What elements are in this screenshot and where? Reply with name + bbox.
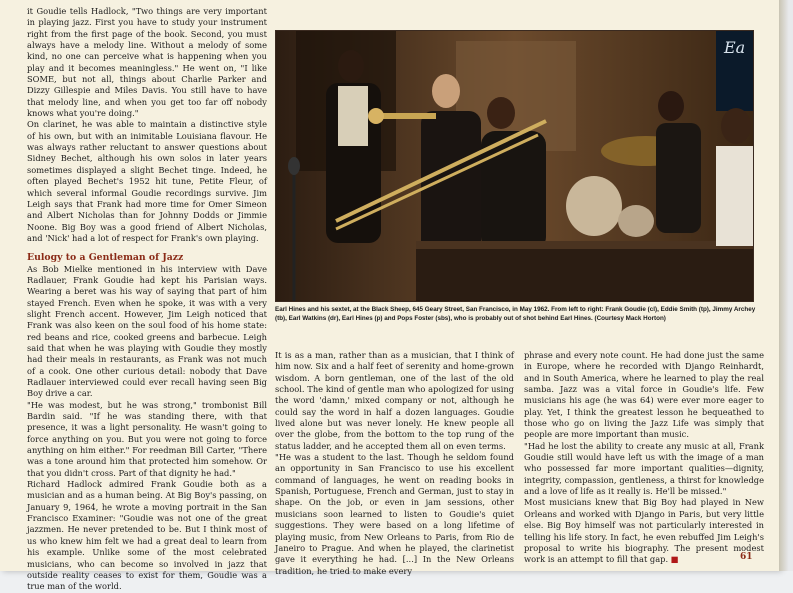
band-photo — [275, 30, 754, 302]
sign-text: Ea — [724, 38, 746, 57]
section-heading: Eulogy to a Gentleman of Jazz — [27, 252, 184, 264]
paragraph: phrase and every note count. He had done just the same in Europe, where he recorded with Django Reinhardt, and in South America, where he learned to play the real samba. Jazz was a vital force in Goudie's life. Few musicians his age (he was 64) were ever more eager to play. Yet, I think the greatest lesson he bequeathed to those who go on living the Jazz Life was simply that people are more important than music. — [524, 350, 764, 440]
paragraph: It is as a man, rather than as a musician, that I think of him now. Six and a half feet of serenity and home-grown wisdom. A born gentleman, one of the last of the old school. The kind of gentle man who apologized for using the word 'damn,' mixed company or not, although he could say the word in half a dozen languages. Goudie lived alone but was never lonely. He knew people all over the globe, from the bottom to the top rung of the status ladder, and he accepted them all on even terms. — [275, 350, 514, 451]
text-column-right — [524, 350, 764, 566]
end-mark-icon: ■ — [670, 554, 679, 565]
text-column-middle — [275, 350, 514, 577]
paragraph: Richard Hadlock admired Frank Goudie both as a musician and as a human being. At Big Boy's passing, on January 9, 1964, he wrote a moving portrait in the San Francisco Examiner: "Goudie was not one of the great jazzmen. He never pretended to be. But I think most of us who knew him felt we had a great deal to learn from his example. Unlike some of the most celebrated musicians, who can become so involved in jazz that outside reality ceases to exist for them, Goudie was a true man of the world. — [27, 479, 267, 592]
paragraph: As Bob Mielke mentioned in his interview with Dave Radlauer, Frank Goudie had kept his Parisian ways. Wearing a beret was his way of saying that part of him stayed French. Even when he spoke, it was with a very slight French accent. However, Jim Leigh noticed that Frank was also keen on the soul food of his home state: red beans and rice, cooked greens and barbecue. Leigh said that when he was playing with Goudie they mostly had their meals in restaurants, as Frank was not much of a cook. One other curious detail: nobody that Dave Radlauer interviewed could ever recall having seen Big Boy drive a car. — [27, 263, 267, 399]
paragraph: it Goudie tells Hadlock, "Two things are very important in playing jazz. First you have to study your instrument right from the first page of the book. Second, you must always have a melody line. Without a melody of some kind, no one can perceive what is happening when you play and it becomes meaningless." He went on, "I like SOME, but not all, things about Charlie Parker and Dizzy Gillespie and Miles Davis. You still have to have that melody line, and when you get too far off nobody knows what you're doing." — [27, 6, 267, 119]
paragraph — [524, 497, 764, 565]
page-edge — [779, 0, 793, 571]
paragraph: "Had he lost the ability to create any music at all, Frank Goudie still would have left us with the image of a man who possessed far more important qualities—dignity, integrity, compassion, gentleness, a thirst for knowledge and a love of life as it really is. He'll be missed." — [524, 440, 764, 497]
paragraph: "He was a student to the last. Though he seldom found an opportunity in San Francisco to use his excellent command of languages, he went on reading books in Spanish, Portuguese, French and German, just to stay in shape. On the job, or even in jam sessions, other musicians soon learned to listen to Goudie's quiet suggestions. They were based on a long lifetime of playing music, from New Orleans to Paris, from Rio de Janeiro to Prague. And when he played, the clarinetist gave it everything he had. [...] In the New Orleans tradition, he tried to make every — [275, 452, 514, 576]
paragraph: "He was modest, but he was strong," trombonist Bill Bardin said. "If he was standing there, with that presence, it was a light personality. He wasn't going to force anything on you. But you were not going to force anything on him either." For reedman Bill Carter, "There was a tone around him that protected him somehow. Or that you didn't cross. Part of that dignity he had." — [27, 399, 267, 478]
band-photo-illustration — [276, 31, 753, 301]
photo-caption: Earl Hines and his sextet, at the Black Sheep, 645 Geary Street, San Francisco, in May 1962. From left to right: Frank Goudie (cl), Eddie Smith (tp), Jimmy Archey (tb), Earl Watkins (dr), Earl Hines (p) and Pops Foster (sbs), who is probably out of shot behind Earl Hines. (Courtesy Mack Horton) — [275, 306, 756, 323]
page-number: 61 — [740, 552, 753, 562]
paragraph: On clarinet, he was able to maintain a distinctive style of his own, but with an inimitable Louisiana flavour. He was always rather reluctant to answer questions about Sidney Bechet, although his own solos in later years sometimes displayed a slight Bechet tinge. Indeed, he often played Bechet's 1952 hit tune, Petite Fleur, of which several informal Goudie recordings survive. Jim Leigh says that Frank had more time for Omer Simeon and Albert Nicholas than for Johnny Dodds or Jimmie Noone. Big Boy was a good friend of Albert Nicholas, and 'Nick' had a lot of respect for Frank's own playing. — [27, 119, 267, 243]
text-column-left — [27, 6, 267, 593]
paragraph-text: Most musicians knew that Big Boy had played in New Orleans and worked with Django in Paris, but very little else. Big Boy himself was not particularly interested in telling his life story. In fact, he even rebuffed Jim Leigh's proposal to write his biography. The present modest work is an attempt to fill that gap. — [524, 497, 764, 565]
